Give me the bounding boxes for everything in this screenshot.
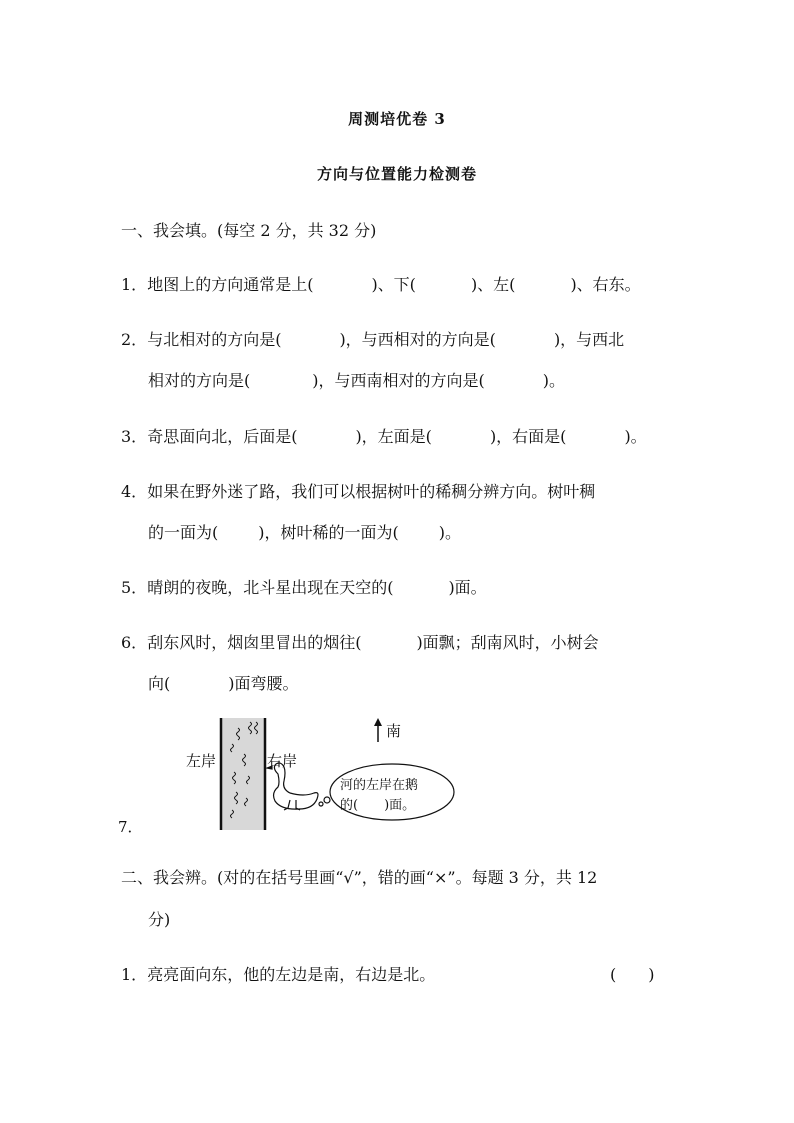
arrow-head-icon <box>374 718 382 726</box>
question-4: 4．如果在野外迷了路，我们可以根据树叶的稀稠分辨方向。树叶稠 <box>121 482 596 501</box>
question-5: 5．晴朗的夜晚，北斗星出现在天空的( )面。 <box>121 578 487 597</box>
right-bank-label: 右岸 <box>267 752 298 770</box>
judge-answer-bracket[interactable]: ( ) <box>610 965 655 984</box>
section1-heading: 一、我会填。(每空 2 分，共 32 分) <box>121 221 377 240</box>
question-2: 2．与北相对的方向是( )，与西相对的方向是( )，与西北 <box>121 330 625 349</box>
question-7-number: 7． <box>118 818 143 836</box>
river-water <box>221 718 265 830</box>
question-number: 1． <box>121 965 148 984</box>
river-figure <box>180 714 460 836</box>
question-number: 3． <box>121 427 148 446</box>
question-number: 5． <box>121 578 148 597</box>
question-1: 1．地图上的方向通常是上( )、下( )、左( )、右东。 <box>121 275 641 294</box>
question-number: 2． <box>121 330 148 349</box>
question-number: 4． <box>121 482 148 501</box>
question-6-continued: 向( )面弯腰。 <box>148 674 299 693</box>
judge-question-1: 1．亮亮面向东，他的左边是南，右边是北。 <box>121 965 436 984</box>
page-subtitle: 方向与位置能力检测卷 <box>316 165 477 183</box>
question-6: 6．刮东风时，烟囱里冒出的烟往( )面飘；刮南风时，小树会 <box>121 633 599 652</box>
section2-heading-continued: 分) <box>148 910 171 929</box>
bubble-text-line2[interactable]: 的( )面。 <box>340 798 416 813</box>
south-label: 南 <box>386 722 402 740</box>
question-number: 1． <box>121 275 148 294</box>
question-number: 6． <box>121 633 148 652</box>
section2-heading: 二、我会辨。(对的在括号里画“√”，错的画“×”。每题 3 分，共 12 <box>121 868 598 887</box>
question-3: 3．奇思面向北，后面是( )，左面是( )，右面是( )。 <box>121 427 647 446</box>
bubble-text-line1: 河的左岸在鹅 <box>340 778 419 793</box>
page-title: 周测培优卷 3 <box>348 110 446 128</box>
left-bank-label: 左岸 <box>186 752 217 770</box>
question-4-continued: 的一面为( )，树叶稀的一面为( )。 <box>148 523 461 542</box>
question-2-continued: 相对的方向是( )，与西南相对的方向是( )。 <box>148 371 565 390</box>
